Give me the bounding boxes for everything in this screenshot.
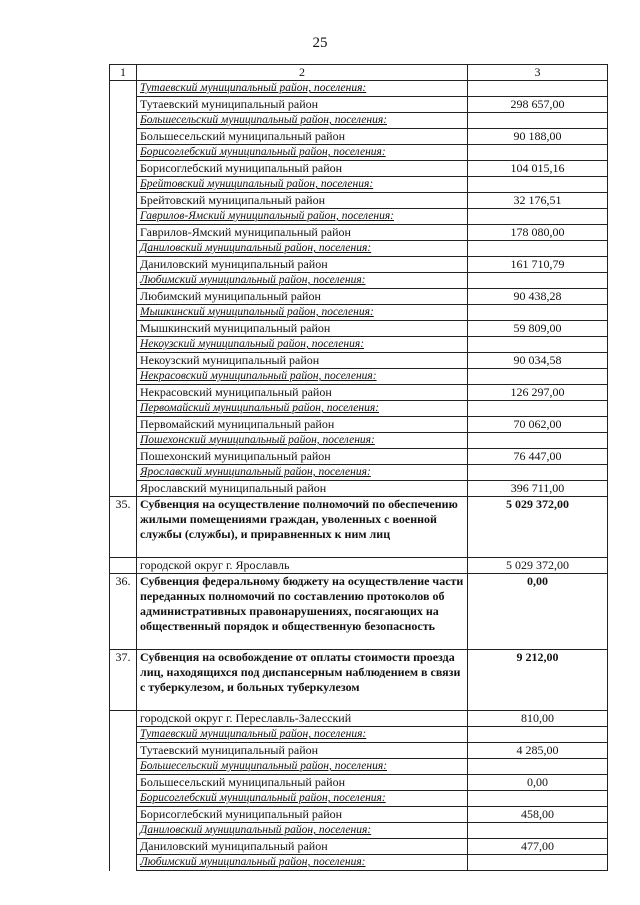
section-row — [110, 574, 608, 650]
subgroup-label: Брейтовский муниципальный район, поселения: — [140, 178, 374, 190]
row-value — [468, 305, 608, 321]
row-number — [110, 321, 137, 337]
row-number — [110, 401, 137, 417]
row-name: Ярославский муниципальный район — [137, 481, 468, 497]
row-name — [137, 177, 468, 193]
row-value — [468, 855, 608, 871]
header-col-3: 3 — [468, 65, 608, 81]
row-number — [110, 289, 137, 305]
row-name: городской округ г. Переславль-Залесский — [137, 711, 468, 727]
row-value — [468, 241, 608, 257]
row-name: Гаврилов-Ямский муниципальный район — [137, 225, 468, 241]
subgroup-label: Любимский муниципальный район, поселения: — [140, 274, 366, 286]
subgroup-label: Даниловский муниципальный район, поселения: — [140, 824, 372, 836]
subgroup-row — [110, 145, 608, 161]
row-name: Тутаевский муниципальный район — [137, 97, 468, 113]
table-row — [110, 743, 608, 759]
table-header-row — [110, 65, 608, 81]
row-name — [137, 727, 468, 743]
row-name — [137, 823, 468, 839]
subgroup-row — [110, 337, 608, 353]
row-name — [137, 759, 468, 775]
section-row — [110, 497, 608, 558]
table-body — [110, 81, 608, 871]
table-row — [110, 839, 608, 855]
subgroup-row — [110, 113, 608, 129]
row-value: 810,00 — [468, 711, 608, 727]
row-number — [110, 481, 137, 497]
row-number — [110, 807, 137, 823]
row-name — [137, 337, 468, 353]
row-value — [468, 177, 608, 193]
subgroup-row — [110, 855, 608, 871]
row-name: Борисоглебский муниципальный район — [137, 807, 468, 823]
header-col-2: 2 — [137, 65, 468, 81]
subgroup-row — [110, 81, 608, 97]
row-value: 70 062,00 — [468, 417, 608, 433]
subgroup-label: Гаврилов-Ямский муниципальный район, поселения: — [140, 210, 395, 222]
row-name: Субвенция на освобождение от оплаты стоимости проезда лиц, находящихся под диспансерным наблюдением в связи с туберкулезом, и больных туберкулезом — [137, 650, 468, 711]
subgroup-row — [110, 465, 608, 481]
subgroup-row — [110, 433, 608, 449]
row-value: 32 176,51 — [468, 193, 608, 209]
table-row — [110, 97, 608, 113]
subgroup-row — [110, 369, 608, 385]
subgroup-row — [110, 727, 608, 743]
row-number — [110, 337, 137, 353]
row-number — [110, 369, 137, 385]
row-value: 4 285,00 — [468, 743, 608, 759]
row-number — [110, 855, 137, 871]
row-number — [110, 839, 137, 855]
row-value: 458,00 — [468, 807, 608, 823]
row-number — [110, 775, 137, 791]
row-number — [110, 97, 137, 113]
row-name: Некрасовский муниципальный район — [137, 385, 468, 401]
subgroup-label: Тутаевский муниципальный район, поселения: — [140, 82, 367, 94]
subgroup-row — [110, 273, 608, 289]
subgroup-row — [110, 823, 608, 839]
row-name: Тутаевский муниципальный район — [137, 743, 468, 759]
table-row — [110, 807, 608, 823]
row-name — [137, 369, 468, 385]
row-number — [110, 823, 137, 839]
row-name — [137, 145, 468, 161]
table-row — [110, 481, 608, 497]
row-value — [468, 727, 608, 743]
table-row — [110, 558, 608, 574]
row-name — [137, 305, 468, 321]
row-number — [110, 273, 137, 289]
row-name: Даниловский муниципальный район — [137, 839, 468, 855]
row-value — [468, 369, 608, 385]
row-name: Борисоглебский муниципальный район — [137, 161, 468, 177]
row-number — [110, 465, 137, 481]
subgroup-label: Первомайский муниципальный район, поселения: — [140, 402, 380, 414]
row-name — [137, 113, 468, 129]
row-name — [137, 855, 468, 871]
subgroup-label: Большесельский муниципальный район, поселения: — [140, 114, 388, 126]
row-number — [110, 225, 137, 241]
row-number — [110, 558, 137, 574]
row-name: Большесельский муниципальный район — [137, 775, 468, 791]
table-row — [110, 711, 608, 727]
row-name — [137, 209, 468, 225]
row-number — [110, 145, 137, 161]
table-row — [110, 775, 608, 791]
table-row — [110, 193, 608, 209]
row-value: 9 212,00 — [468, 650, 608, 711]
row-name: Субвенция на осуществление полномочий по обеспечению жилыми помещениями граждан, уволенных с военной службы (службы), и приравненных к ним лиц — [137, 497, 468, 558]
row-name: Большесельский муниципальный район — [137, 129, 468, 145]
subgroup-row — [110, 177, 608, 193]
row-value — [468, 433, 608, 449]
row-name: Мышкинский муниципальный район — [137, 321, 468, 337]
row-number — [110, 161, 137, 177]
row-name: Субвенция федеральному бюджету на осуществление части переданных полномочий по составлению протоколов об административных правонарушениях, посягающих на общественный порядок и общественную безопасность — [137, 574, 468, 650]
row-name — [137, 241, 468, 257]
row-number — [110, 743, 137, 759]
row-number — [110, 113, 137, 129]
row-name: Любимский муниципальный район — [137, 289, 468, 305]
row-value — [468, 823, 608, 839]
row-number — [110, 791, 137, 807]
row-number — [110, 449, 137, 465]
row-number — [110, 81, 137, 97]
row-name — [137, 433, 468, 449]
subgroup-label: Любимский муниципальный район, поселения: — [140, 856, 366, 868]
row-name: городской округ г. Ярославль — [137, 558, 468, 574]
subgroup-label: Ярославский муниципальный район, поселения: — [140, 466, 371, 478]
page-number: 25 — [312, 35, 328, 51]
row-number — [110, 727, 137, 743]
row-value: 0,00 — [468, 574, 608, 650]
row-number — [110, 193, 137, 209]
subgroup-label: Борисоглебский муниципальный район, поселения: — [140, 146, 386, 158]
row-value: 477,00 — [468, 839, 608, 855]
row-value: 90 188,00 — [468, 129, 608, 145]
table-row — [110, 321, 608, 337]
row-number — [110, 177, 137, 193]
row-value: 298 657,00 — [468, 97, 608, 113]
row-value: 126 297,00 — [468, 385, 608, 401]
row-value: 178 080,00 — [468, 225, 608, 241]
table-row — [110, 417, 608, 433]
subgroup-label: Мышкинский муниципальный район, поселения: — [140, 306, 374, 318]
row-name: Некоузский муниципальный район — [137, 353, 468, 369]
row-value — [468, 273, 608, 289]
row-value — [468, 113, 608, 129]
row-value: 104 015,16 — [468, 161, 608, 177]
row-number — [110, 305, 137, 321]
subgroup-label: Борисоглебский муниципальный район, поселения: — [140, 792, 386, 804]
row-number — [110, 417, 137, 433]
row-number: 36. — [110, 574, 137, 650]
row-value: 90 438,28 — [468, 289, 608, 305]
row-name: Брейтовский муниципальный район — [137, 193, 468, 209]
subgroup-row — [110, 401, 608, 417]
row-value — [468, 81, 608, 97]
row-value: 90 034,58 — [468, 353, 608, 369]
subgroup-label: Пошехонский муниципальный район, поселения: — [140, 434, 375, 446]
row-name: Пошехонский муниципальный район — [137, 449, 468, 465]
table-row — [110, 257, 608, 273]
row-number — [110, 257, 137, 273]
row-number — [110, 209, 137, 225]
row-value — [468, 759, 608, 775]
row-name — [137, 273, 468, 289]
header-col-1: 1 — [110, 65, 137, 81]
row-value — [468, 465, 608, 481]
row-number — [110, 711, 137, 727]
table-row — [110, 129, 608, 145]
row-number: 37. — [110, 650, 137, 711]
row-value: 59 809,00 — [468, 321, 608, 337]
row-number: 35. — [110, 497, 137, 558]
row-number — [110, 385, 137, 401]
row-number — [110, 241, 137, 257]
subgroup-row — [110, 241, 608, 257]
row-name — [137, 81, 468, 97]
row-value: 396 711,00 — [468, 481, 608, 497]
table-row — [110, 289, 608, 305]
row-number — [110, 759, 137, 775]
row-value: 5 029 372,00 — [468, 558, 608, 574]
row-value: 0,00 — [468, 775, 608, 791]
table-row — [110, 225, 608, 241]
row-name: Даниловский муниципальный район — [137, 257, 468, 273]
subgroup-row — [110, 759, 608, 775]
row-value — [468, 337, 608, 353]
row-number — [110, 129, 137, 145]
budget-table — [109, 64, 608, 871]
row-number — [110, 433, 137, 449]
row-value — [468, 791, 608, 807]
subgroup-label: Некоузский муниципальный район, поселения: — [140, 338, 365, 350]
table-row — [110, 385, 608, 401]
subgroup-row — [110, 209, 608, 225]
row-value: 161 710,79 — [468, 257, 608, 273]
row-name — [137, 401, 468, 417]
table-row — [110, 161, 608, 177]
row-name: Первомайский муниципальный район — [137, 417, 468, 433]
subgroup-row — [110, 305, 608, 321]
row-name — [137, 465, 468, 481]
subgroup-label: Даниловский муниципальный район, поселения: — [140, 242, 372, 254]
subgroup-label: Большесельский муниципальный район, поселения: — [140, 760, 388, 772]
row-value — [468, 209, 608, 225]
subgroup-row — [110, 791, 608, 807]
row-value — [468, 401, 608, 417]
table-row — [110, 353, 608, 369]
table-row — [110, 449, 608, 465]
row-value — [468, 145, 608, 161]
row-value: 5 029 372,00 — [468, 497, 608, 558]
subgroup-label: Некрасовский муниципальный район, поселения: — [140, 370, 377, 382]
row-value: 76 447,00 — [468, 449, 608, 465]
section-row — [110, 650, 608, 711]
row-name — [137, 791, 468, 807]
subgroup-label: Тутаевский муниципальный район, поселения: — [140, 728, 367, 740]
row-number — [110, 353, 137, 369]
